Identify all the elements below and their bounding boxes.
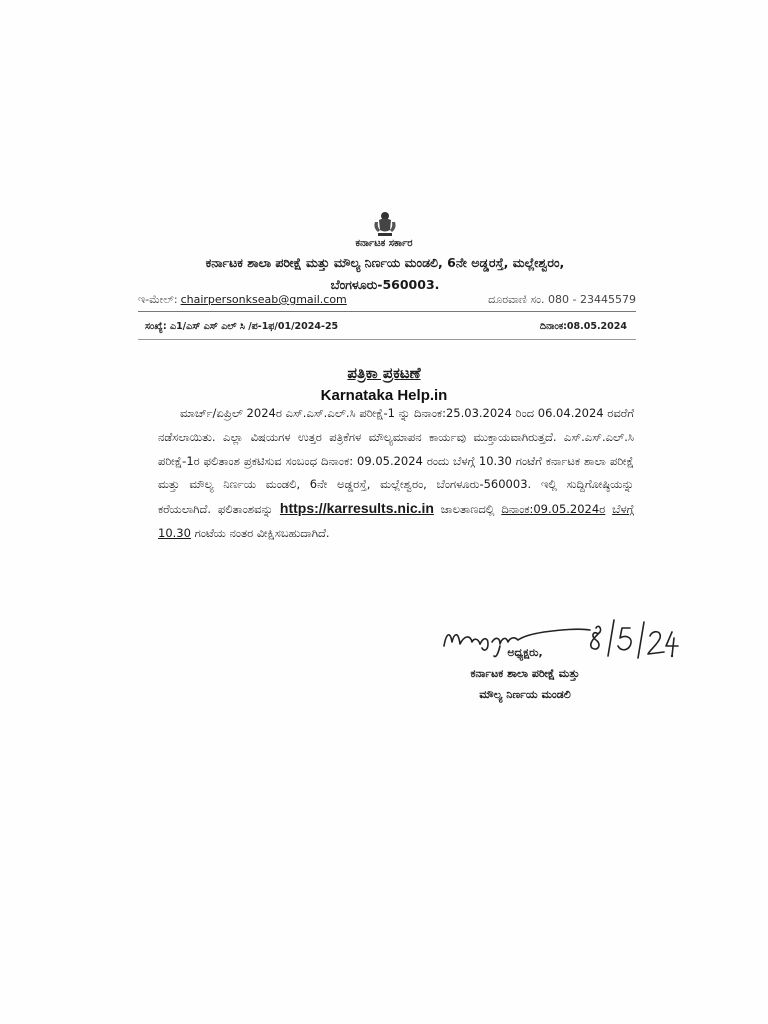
- signature-dot: [671, 655, 673, 657]
- signatory-org-line2: ಮೌಲ್ಯ ನಿರ್ಣಯ ಮಂಡಲಿ: [479, 688, 571, 701]
- email-label: ಇ-ಮೇಲ್:: [138, 293, 178, 306]
- board-address-line2: ಬೆಂಗಳೂರು-560003.: [330, 277, 440, 292]
- watermark-text: Karnataka Help.in: [320, 387, 448, 404]
- email-link[interactable]: chairpersonkseab@gmail.com: [180, 293, 347, 306]
- body-text-2: ಜಾಲತಾಣದಲ್ಲಿ: [433, 502, 502, 517]
- board-address-line1: ಕರ್ನಾಟಕ ಶಾಲಾ ಪರೀಕ್ಷೆ ಮತ್ತು ಮೌಲ್ಯ ನಿರ್ಣಯ ಮಂಡಲಿ, 6ನೇ ಅಡ್ಡರಸ್ತೆ, ಮಲ್ಲೇಶ್ವರಂ,: [205, 255, 565, 270]
- signatory-block: [425, 642, 625, 705]
- phone-block: [488, 293, 636, 307]
- reference-date: ದಿನಾಂಕ:08.05.2024: [539, 321, 627, 332]
- board-address: [150, 252, 620, 296]
- phone-number: 080 - 23445579: [548, 293, 636, 306]
- reference-row: [145, 321, 627, 337]
- body-result-time: ಬೆಳಗ್ಗೆ 10.30: [158, 502, 635, 540]
- results-url-link[interactable]: https://karresults.nic.in: [279, 500, 434, 517]
- notice-body: [158, 402, 634, 546]
- karnataka-emblem-icon: [370, 208, 400, 238]
- phone-label: ದೂರವಾಣಿ ಸಂ.: [488, 293, 545, 306]
- reference-divider: [138, 339, 636, 340]
- body-text-4: ಗಂಟೆಯ ನಂತರ ವೀಕ್ಷಿಸಬಹುದಾಗಿದೆ.: [190, 525, 330, 540]
- signatory-org-line1: ಕರ್ನಾಟಕ ಶಾಲಾ ಪರೀಕ್ಷೆ ಮತ್ತು: [470, 667, 580, 680]
- notice-title: ಪತ್ರಿಕಾ ಪ್ರಕಟಣೆ: [347, 364, 421, 382]
- government-name: ಕರ್ನಾಟಕ ಸರ್ಕಾರ: [355, 238, 413, 249]
- email-block: [138, 293, 347, 307]
- body-result-date: ದಿನಾಂಕ:09.05.2024ರ: [501, 502, 606, 517]
- signatory-title: ಅಧ್ಯಕ್ಷರು,: [507, 646, 543, 659]
- reference-number: ಸಂಖ್ಯೆ: ಎ1/ಎಸ್ ಎಸ್ ಎಲ್ ಸಿ /ಪ-1ಫ/01/2024-25: [145, 321, 339, 332]
- header-divider: [138, 311, 636, 312]
- body-text-1: ಮಾರ್ಚ್/ಏಪ್ರಿಲ್ 2024ರ ಎಸ್.ಎಸ್.ಎಲ್.ಸಿ ಪರೀಕ್ಷೆ-1 ನ್ನು ದಿನಾಂಕ:25.03.2024 ರಿಂದ 06.04.2024 ರವರೆಗೆ ನಡೆಸಲಾಯಿತು. ಎಲ್ಲಾ ವಿಷಯಗಳ ಉತ್ತರ ಪತ್ರಿಕೆಗಳ ಮೌಲ್ಯಮಾಪನ ಕಾರ್ಯವು ಮುಕ್ತಾಯವಾಗಿರುತ್ತದೆ. ಎಸ್.ಎಸ್.ಎಲ್.ಸಿ ಪರೀಕ್ಷೆ-1ರ ಫಲಿತಾಂಶ ಪ್ರಕಟಿಸುವ ಸಂಬಂಧ ದಿನಾಂಕ: 09.05.2024 ರಂದು ಬೆಳಗ್ಗೆ 10.30 ಗಂಟೆಗೆ ಕರ್ನಾಟಕ ಶಾಲಾ ಪರೀಕ್ಷೆ ಮತ್ತು ಮೌಲ್ಯ ನಿರ್ಣಯ ಮಂಡಲಿ, 6ನೇ ಅಡ್ಡರಸ್ತೆ, ಮಲ್ಲೇಶ್ವರಂ, ಬೆಂಗಳೂರು-560003. ಇಲ್ಲಿ ಸುದ್ದಿಗೋಷ್ಠಿಯನ್ನು ಕರೆಯಲಾಗಿದೆ. ಫಲಿತಾಂಶವನ್ನು: [158, 406, 634, 517]
- contact-row: [138, 293, 636, 311]
